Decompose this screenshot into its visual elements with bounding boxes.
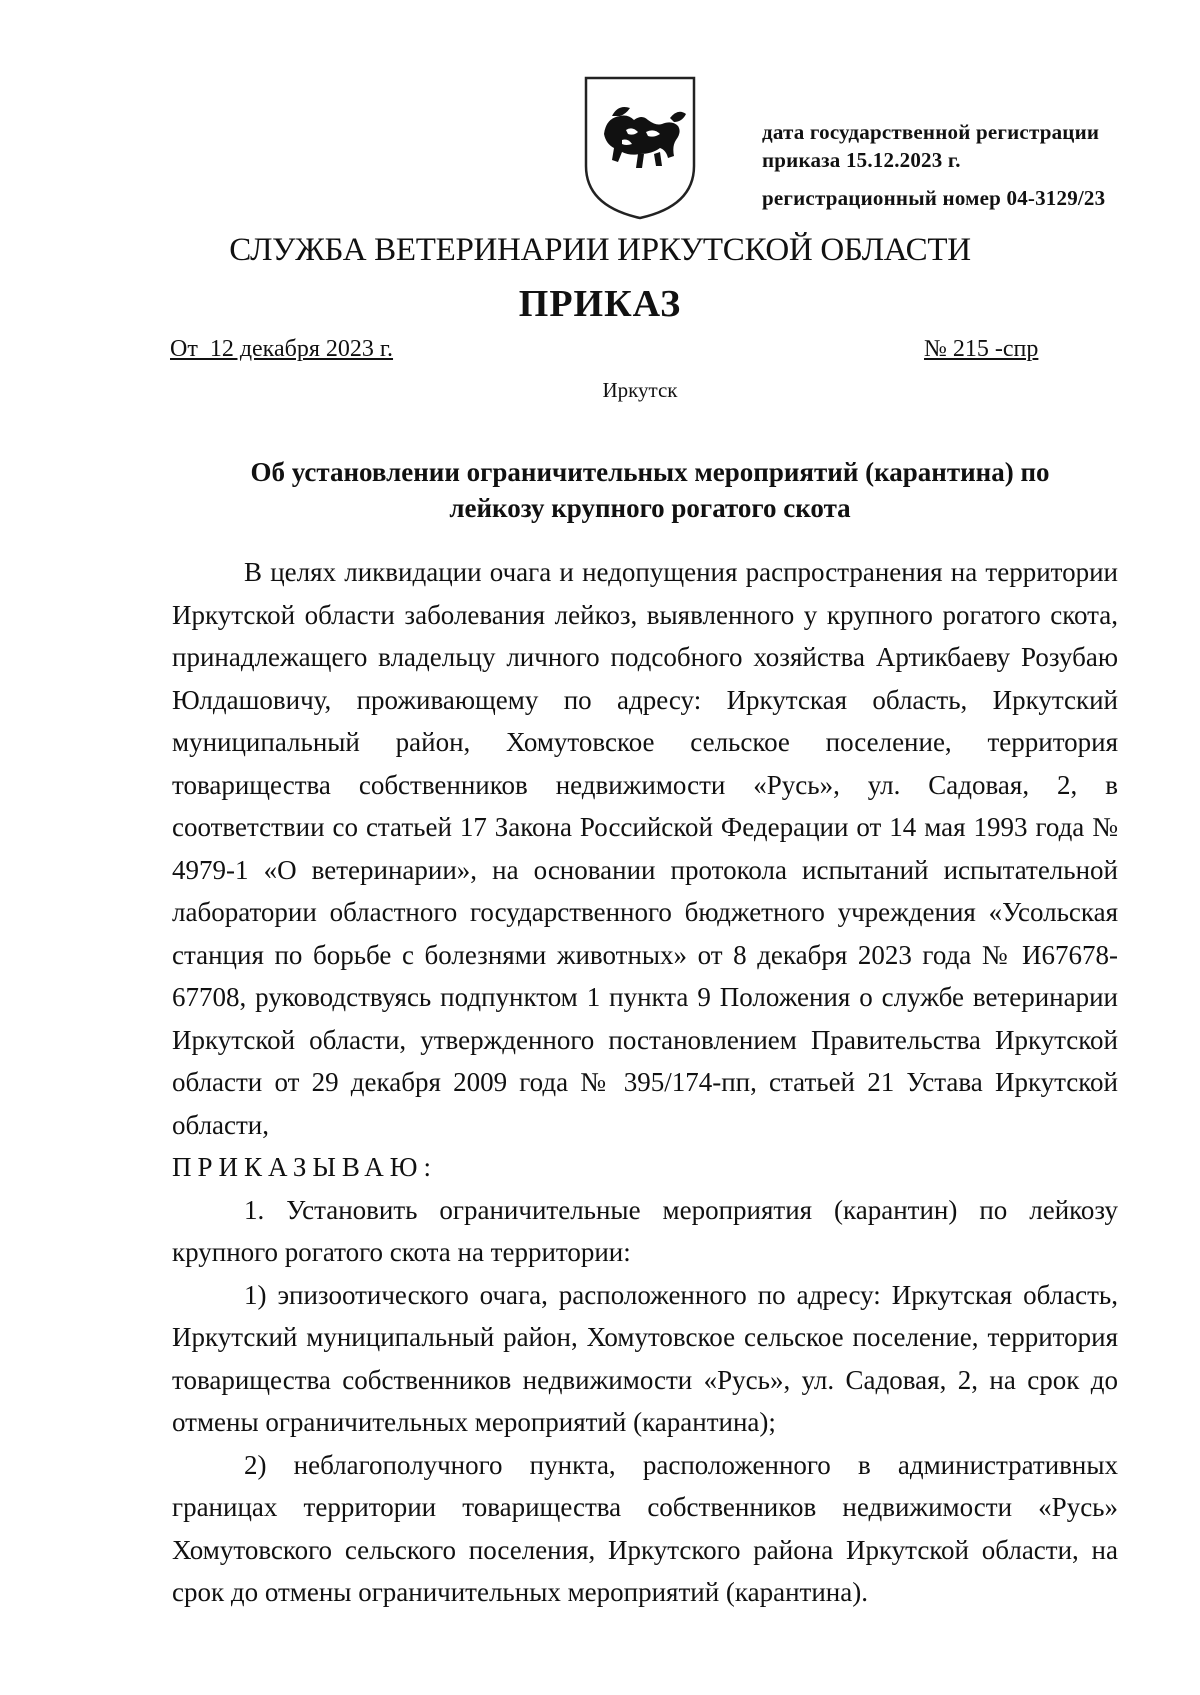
- registration-date-line2: приказа 15.12.2023 г.: [762, 148, 961, 172]
- registration-date-line1: дата государственной регистрации: [762, 120, 1100, 144]
- order-number: № 215 -спр: [924, 336, 1039, 362]
- order-title-line1: Об установлении ограничительных мероприятий (карантина) по: [250, 457, 1050, 487]
- item-1-subitem-1: 1) эпизоотического очага, расположенного по адресу: Иркутская область, Иркутский муниципальный район, Хомутовское сельское поселение, территория товарищества собственников недвижимости «Русь», ул. Садовая, 2, на срок до отмены ограничительных мероприятий (карантина);: [172, 1279, 1118, 1437]
- coat-of-arms-icon: [582, 74, 698, 222]
- order-body: [172, 551, 1118, 1614]
- order-title-line2: лейкозу крупного рогатого скота: [449, 493, 851, 523]
- order-directive: ПРИКАЗЫВАЮ:: [172, 1152, 437, 1182]
- registration-number: регистрационный номер 04-3129/23: [762, 186, 1106, 210]
- order-date: От 12 декабря 2023 г.: [170, 336, 394, 362]
- agency-name: СЛУЖБА ВЕТЕРИНАРИИ ИРКУТСКОЙ ОБЛАСТИ: [229, 232, 971, 268]
- item-1: 1. Установить ограничительные мероприятия (карантин) по лейкозу крупного рогатого скота на территории:: [172, 1194, 1118, 1267]
- city: Иркутск: [602, 378, 678, 402]
- order-title: [180, 454, 1120, 526]
- registration-block: [762, 118, 1182, 212]
- item-1-subitem-2: 2) неблагополучного пункта, расположенного в административных границах территории товарищества собственников недвижимости «Русь» Хомутовского сельского поселения, Иркутского района Иркутской области, на срок до отмены ограничительных мероприятий (карантина).: [172, 1449, 1118, 1607]
- preamble-paragraph: В целях ликвидации очага и недопущения распространения на территории Иркутской области заболевания лейкоз, выявленного у крупного рогатого скота, принадлежащего владельцу личного подсобного хозяйства Артикбаеву Розубаю Юлдашовичу, проживающему по адресу: Иркутская область, Иркутский муниципальный район, Хомутовское сельское поселение, территория товарищества собственников недвижимости «Русь», ул. Садовая, 2, в соответствии со статьей 17 Закона Российской Федерации от 14 мая 1993 года № 4979-1 «О ветеринарии», на основании протокола испытаний испытательной лаборатории областного государственного бюджетного учреждения «Усольская станция по борьбе с болезнями животных» от 8 декабря 2023 года № И67678-67708, руководствуясь подпунктом 1 пункта 9 Положения о службе ветеринарии Иркутской области, утвержденного постановлением Правительства Иркутской области от 29 декабря 2009 года № 395/174-пп, статьей 21 Устава Иркутской области,: [172, 557, 1118, 1140]
- document-type: ПРИКАЗ: [518, 283, 682, 325]
